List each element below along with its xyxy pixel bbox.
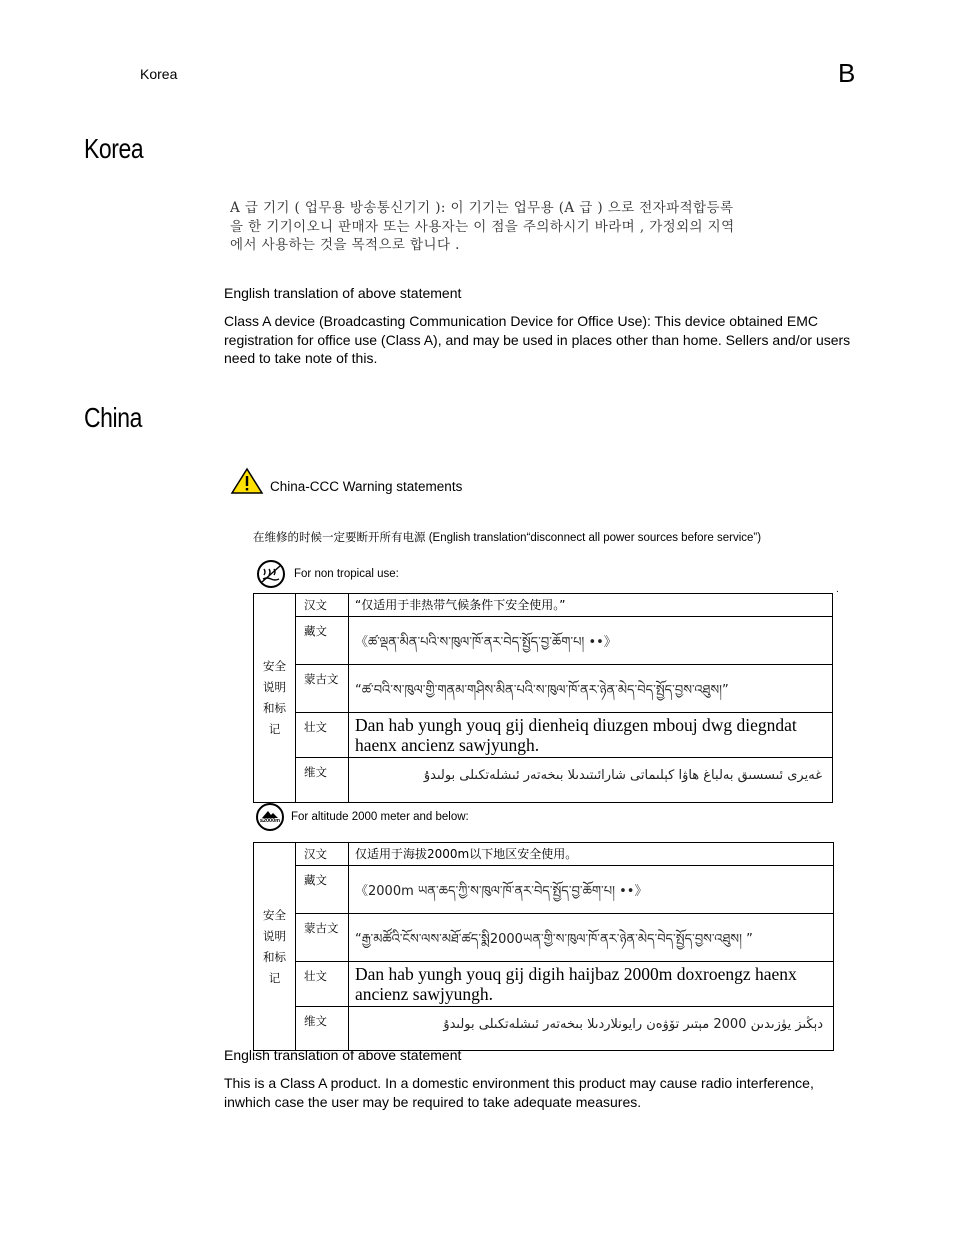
lang-label: 蒙古文 bbox=[296, 665, 349, 713]
lang-label: 藏文 bbox=[296, 866, 349, 914]
china-translation: This is a Class A product. In a domestic environment this product may cause radio interference, inwhich case the user may be required to take adequate measures. bbox=[224, 1075, 814, 1110]
korean-line: 에서 사용하는 것을 목적으로 합니다 . bbox=[230, 237, 460, 253]
stray-mark: . bbox=[836, 584, 839, 595]
side-label bbox=[254, 594, 296, 803]
table-row bbox=[254, 594, 833, 617]
korea-title: Korea bbox=[84, 133, 144, 164]
statement-text: “རྒྱ་མཚོའི་ངོས་ལས་མཐོ་ཚད་སྨི2000ཡན་གྱི་ས་ཁུལ་ཁོ་ནར་ཉེན་མེད་བེད་སྤྱོད་བྱས་འཐུས། ” bbox=[349, 914, 834, 962]
statement-text: Dan hab yungh youq gij digih haijbaz 2000m doxroengz haenx ancienz sawjyungh. bbox=[349, 962, 834, 1007]
lang-label: 维文 bbox=[296, 1007, 349, 1051]
warning-triangle-icon bbox=[230, 467, 264, 495]
altitude-heading bbox=[256, 803, 469, 831]
altitude-icon-text: ≤2000m bbox=[259, 818, 281, 824]
korea-translation-heading: English translation of above statement bbox=[224, 285, 462, 301]
altitude-label: For altitude 2000 meter and below: bbox=[291, 811, 469, 823]
statement-text: 《2000m ཡན་ཆད་ཀྱི་ས་ཁུལ་ཁོ་ནར་བེད་སྤྱོད་བྱ་ཆོག་པ། ••》 bbox=[349, 866, 834, 914]
side-label-line: 安全 bbox=[263, 907, 286, 922]
disconnect-statement: 在维修的时候一定要断开所有电源 (English translation“disconnect all power sources before service”) bbox=[253, 532, 762, 544]
statement-text: “ཚ་བའི་ས་ཁུལ་གྱི་གནམ་གཤིས་མིན་པའི་ས་ཁུལ་ཁོ་ནར་ཉེན་མེད་བེད་སྤྱོད་བྱས་འཐུས།” bbox=[349, 665, 833, 713]
lang-label: 汉文 bbox=[296, 843, 349, 866]
lang-label: 藏文 bbox=[296, 617, 349, 665]
altitude-table bbox=[253, 842, 834, 1051]
table-row bbox=[254, 758, 833, 803]
china-title: China bbox=[84, 402, 142, 433]
side-label bbox=[254, 843, 296, 1051]
warning-row bbox=[230, 466, 462, 496]
statement-text: 仅适用于海拔2000m以下地区安全使用。 bbox=[349, 843, 834, 866]
table-row bbox=[254, 843, 834, 866]
tropical-label: For non tropical use: bbox=[294, 568, 399, 580]
tropical-heading bbox=[257, 560, 399, 588]
lang-label: 蒙古文 bbox=[296, 914, 349, 962]
lang-label: 维文 bbox=[296, 758, 349, 803]
altitude-icon bbox=[256, 803, 284, 831]
tropical-table bbox=[253, 593, 833, 803]
side-label-line: 说明 bbox=[263, 680, 286, 694]
statement-text: دېڭىز يۈزىدىن 2000 مېتىر تۆۋەن رايونلاردىلا بىخەتەر ئىشلەتكىلى بولىدۇ bbox=[349, 1007, 834, 1051]
statement-text: 《ཚ་ལྡན་མིན་པའི་ས་ཁུལ་ཁོ་ནར་བེད་སྤྱོད་བྱ་ཆོག་པ། ••》 bbox=[349, 617, 833, 665]
side-label-line: 安全 bbox=[263, 659, 286, 673]
lang-label: 汉文 bbox=[296, 594, 349, 617]
table-row bbox=[254, 962, 834, 1007]
appendix-letter: B bbox=[838, 58, 856, 88]
korean-statement bbox=[230, 199, 830, 255]
running-head: Korea bbox=[140, 66, 178, 82]
table-row bbox=[254, 1007, 834, 1051]
korean-line: A 급 기기 ( 업무용 방송통신기기 ): 이 기기는 업무용 (A 급 ) 으로 전자파적합등록 bbox=[230, 200, 734, 216]
side-label-line: 和标 bbox=[263, 949, 286, 964]
statement-text: غەيرى ئىسسىق بەلباغ ھاۋا كېلىماتى شارائىتىدىلا بىخەتەر ئىشلەتكىلى بولىدۇ bbox=[349, 758, 833, 803]
lang-label: 壮文 bbox=[296, 962, 349, 1007]
side-label-line: 记 bbox=[268, 970, 281, 985]
lang-label: 壮文 bbox=[296, 713, 349, 758]
side-label-line: 记 bbox=[268, 722, 281, 736]
china-translation-heading: English translation of above statement bbox=[224, 1047, 462, 1063]
table-row bbox=[254, 665, 833, 713]
korea-translation: Class A device (Broadcasting Communication Device for Office Use): This device obtained EMC registration for office use (Class A), and may be used in places other than home. Sellers and/or users need to take note of this. bbox=[224, 313, 851, 366]
table-row bbox=[254, 617, 833, 665]
non-tropical-icon bbox=[257, 560, 285, 588]
statement-text: Dan hab yungh youq gij dienheiq diuzgen mbouj dwg diegndat haenx ancienz sawjyungh. bbox=[349, 713, 833, 758]
side-label-line: 说明 bbox=[263, 928, 286, 943]
table-row bbox=[254, 866, 834, 914]
table-row bbox=[254, 713, 833, 758]
side-label-line: 和标 bbox=[263, 701, 286, 715]
table-row bbox=[254, 914, 834, 962]
korean-line: 을 한 기기이오니 판매자 또는 사용자는 이 점을 주의하시기 바라며 , 가정외의 지역 bbox=[230, 218, 735, 235]
warning-label: China-CCC Warning statements bbox=[270, 478, 463, 494]
statement-text: “仅适用于非热带气候条件下安全使用。” bbox=[349, 594, 833, 617]
